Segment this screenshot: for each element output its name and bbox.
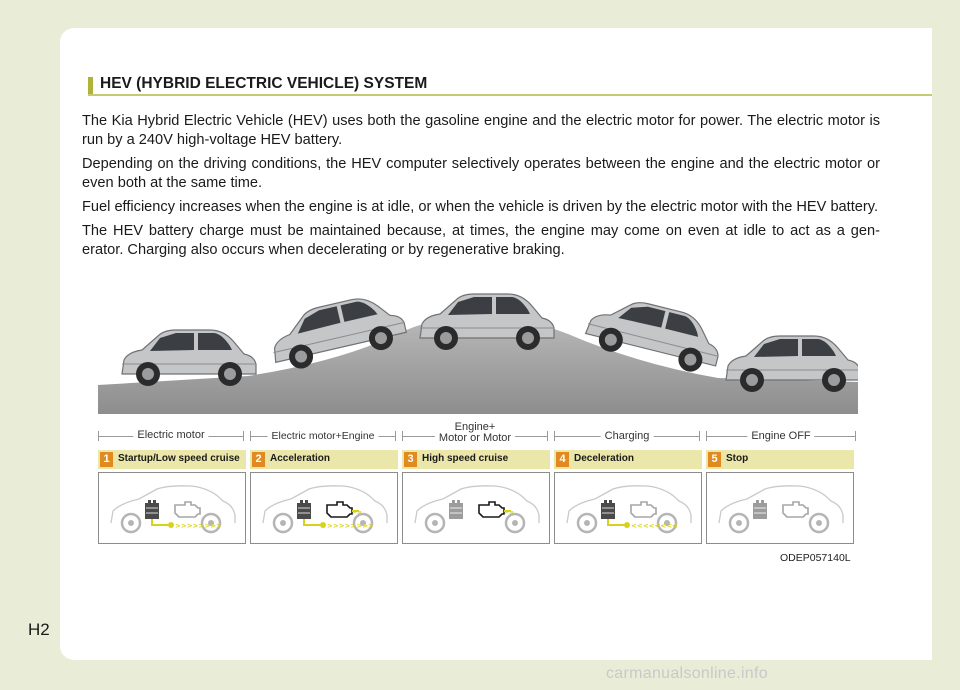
svg-text:>>>>>>>>: >>>>>>>> — [175, 522, 222, 530]
mode-label: Engine+ Motor or Motor — [402, 420, 548, 450]
mode-label: Charging — [554, 420, 700, 450]
phase-diagram — [250, 472, 398, 544]
phase-header — [402, 450, 550, 469]
paragraph: The HEV battery charge must be maintained because, at times, the engine may come on even at idle to act as a gen-erator. Charging also occurs when decelerating or by regenerative braking. — [82, 223, 880, 258]
phase-header — [706, 450, 854, 469]
phase-number: 2 — [252, 452, 265, 467]
phase-title: High speed cruise — [422, 453, 509, 464]
phase-number: 4 — [556, 452, 569, 467]
phase-number: 3 — [404, 452, 417, 467]
phase-header — [98, 450, 246, 469]
mode-labels — [98, 420, 858, 450]
phase-panel — [250, 450, 398, 544]
section-accent-bar — [88, 77, 93, 94]
paragraph: Depending on the driving conditions, the HEV computer selectively operates between the engine and the electric motor or even both at the same time. — [82, 156, 880, 191]
svg-text:<<<<<<<<: <<<<<<<< — [631, 522, 678, 530]
engine-icon — [327, 502, 352, 517]
engine-icon — [479, 502, 504, 517]
phase-diagram — [98, 472, 246, 544]
phase-diagram — [554, 472, 702, 544]
battery-icon — [449, 500, 463, 519]
battery-icon — [753, 500, 767, 519]
car-startup — [122, 330, 256, 386]
section-underline — [88, 94, 932, 96]
phase-number: 1 — [100, 452, 113, 467]
phase-panel — [554, 450, 702, 544]
phase-title: Startup/Low speed cruise — [118, 453, 240, 464]
figure-code: ODEP057140L — [780, 552, 851, 564]
phase-diagram — [402, 472, 550, 544]
body-text — [82, 112, 880, 265]
phase-panel — [98, 450, 246, 544]
phase-number: 5 — [708, 452, 721, 467]
phase-title: Acceleration — [270, 453, 331, 464]
svg-text:>>>>>>>>: >>>>>>>> — [327, 522, 374, 530]
powerflow-diagram — [99, 473, 245, 543]
section-title: HEV (HYBRID ELECTRIC VEHICLE) SYSTEM — [100, 75, 428, 92]
powerflow-diagram — [403, 473, 549, 543]
phase-diagram — [706, 472, 854, 544]
powerflow-diagram — [707, 473, 853, 543]
mode-label: Electric motor — [98, 420, 244, 450]
battery-icon — [297, 500, 311, 519]
watermark: carmanualsonline.info — [606, 665, 768, 682]
mode-label: Electric motor+Engine — [250, 420, 396, 450]
driving-hill-illustration — [98, 290, 858, 414]
engine-icon — [175, 502, 200, 517]
mode-label: Engine OFF — [706, 420, 856, 450]
section-header — [88, 74, 932, 96]
svg-text:>>: >> — [504, 509, 515, 516]
battery-icon — [601, 500, 615, 519]
phase-panels — [98, 450, 858, 544]
page-number: H2 — [28, 620, 50, 639]
engine-icon — [631, 502, 656, 517]
paragraph: Fuel efficiency increases when the engine is at idle, or when the vehicle is driven by the electric motor with the HEV battery. — [82, 199, 879, 215]
phase-title: Deceleration — [574, 453, 635, 464]
battery-icon — [145, 500, 159, 519]
phase-header — [250, 450, 398, 469]
engine-icon — [783, 502, 808, 517]
paragraph: The Kia Hybrid Electric Vehicle (HEV) uses both the gasoline engine and the electric motor for power. The electric motor is run by a 240V high-voltage HEV battery. — [82, 113, 880, 148]
phase-title: Stop — [726, 453, 749, 464]
powerflow-diagram — [555, 473, 701, 543]
phase-header — [554, 450, 702, 469]
powerflow-diagram — [251, 473, 397, 543]
svg-text:>>: >> — [352, 509, 363, 516]
phase-panel — [706, 450, 854, 544]
phase-panel — [402, 450, 550, 544]
